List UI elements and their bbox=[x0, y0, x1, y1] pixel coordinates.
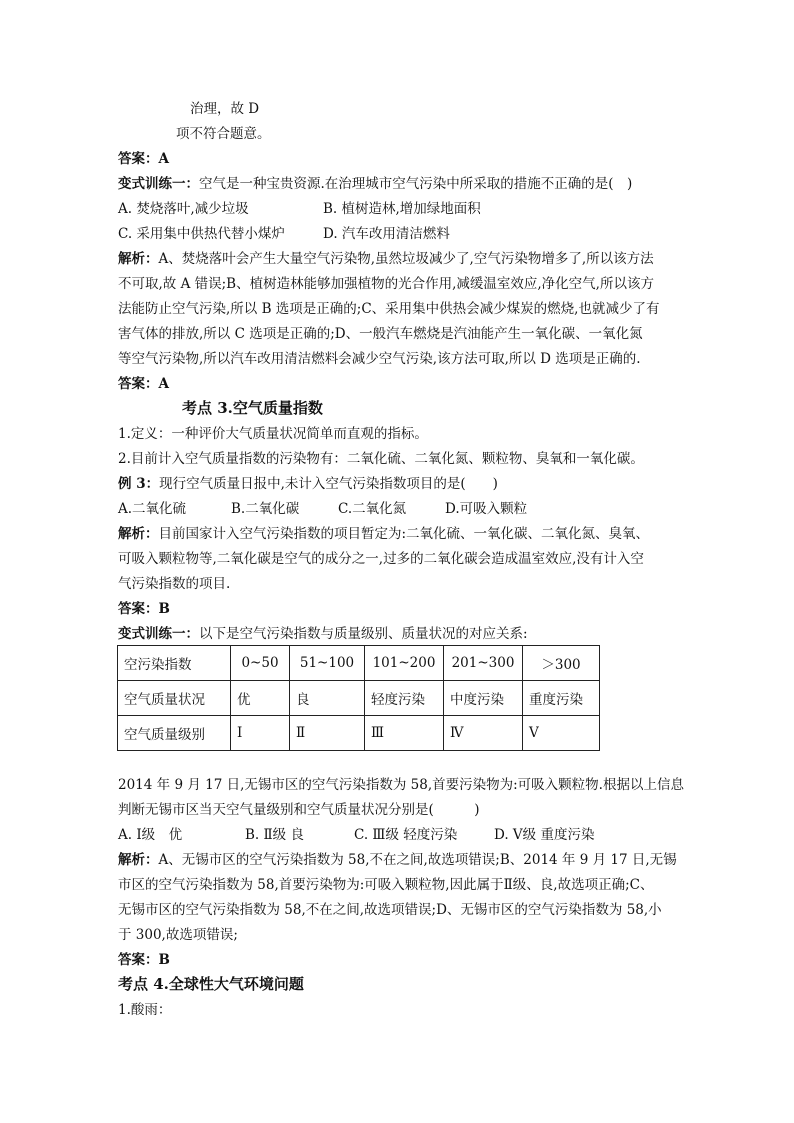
example-question bbox=[118, 475, 498, 493]
question-line: 判断无锡市区当天空气量级别和空气质量状况分别是( ) bbox=[118, 802, 480, 818]
exercise-label: 变式训练一： bbox=[118, 176, 199, 192]
table-cell: 201~300 bbox=[444, 646, 523, 681]
table-cell: 空气质量级别 bbox=[118, 716, 231, 751]
exercise-label: 变式训练一： bbox=[118, 626, 199, 642]
answer-label: 答案： bbox=[118, 601, 159, 617]
option-d: D.可吸入颗粒 bbox=[445, 501, 528, 517]
explanation-line bbox=[118, 525, 649, 543]
answer-label: 答案： bbox=[118, 952, 159, 968]
explanation-line: 害气体的排放,所以 C 选项是正确的;D、一般汽车燃烧是汽油能产生一氧化碳、一氧化氮 bbox=[118, 326, 643, 342]
exercise-text: 空气是一种宝贵资源.在治理城市空气污染中所采取的措施不正确的是( ) bbox=[199, 176, 633, 192]
answer-value: B bbox=[158, 601, 170, 617]
table-row bbox=[118, 716, 600, 751]
example-label: 例 3： bbox=[118, 476, 160, 492]
section-heading: 考点 3.空气质量指数 bbox=[182, 399, 323, 417]
answer-label: 答案： bbox=[118, 151, 159, 167]
text-line: 项不符合题意。 bbox=[176, 126, 271, 142]
table-row bbox=[118, 646, 600, 681]
table-cell: Ⅰ bbox=[231, 716, 290, 751]
table-cell: Ⅲ bbox=[365, 716, 444, 751]
table-cell: 优 bbox=[231, 681, 290, 716]
option-a: A. Ⅰ级 优 bbox=[118, 827, 183, 843]
table-cell: Ⅱ bbox=[290, 716, 365, 751]
text-line: 1.酸雨： bbox=[118, 1002, 172, 1018]
answer-line bbox=[118, 951, 170, 969]
explanation-line: 无锡市区的空气污染指数为 58,不在之间,故选项错误;D、无锡市区的空气污染指数为 58,小 bbox=[118, 902, 662, 918]
table-cell: 重度污染 bbox=[523, 681, 600, 716]
explanation-label: 解析： bbox=[118, 251, 159, 267]
table-cell: 空污染指数 bbox=[118, 646, 231, 681]
explanation-line: 市区的空气污染指数为 58,首要污染物为:可吸入颗粒物,因此属于Ⅱ级、良,故选项正确;C、 bbox=[118, 877, 654, 893]
option-a: A.二氧化硫 bbox=[118, 501, 187, 517]
explanation-line bbox=[118, 250, 654, 268]
definition-line: 2.目前计入空气质量指数的污染物有：二氧化硫、二氧化氮、颗粒物、臭氧和一氧化碳。 bbox=[118, 451, 644, 467]
explanation-line: 不可取,故 A 错误;B、植树造林能够加强植物的光合作用,减缓温室效应,净化空气,所以该方 bbox=[118, 276, 654, 292]
option-c: C. Ⅲ级 轻度污染 bbox=[354, 827, 458, 843]
table-cell: 良 bbox=[290, 681, 365, 716]
answer-value: A bbox=[158, 151, 169, 167]
option-b: B. Ⅱ级 良 bbox=[245, 827, 304, 843]
question-line: 2014 年 9 月 17 日,无锡市区的空气污染指数为 58,首要污染物为:可吸入颗粒物.根据以上信息 bbox=[118, 777, 684, 793]
answer-label: 答案： bbox=[118, 376, 159, 392]
table-cell: 轻度污染 bbox=[365, 681, 444, 716]
option-c: C.二氧化氮 bbox=[338, 501, 407, 517]
answer-line bbox=[118, 150, 169, 168]
exercise-question bbox=[118, 175, 632, 193]
option-b: B. 植树造林,增加绿地面积 bbox=[323, 201, 481, 217]
exercise-question bbox=[118, 625, 528, 643]
text-line: 治理，故 D bbox=[190, 101, 260, 117]
explanation-line bbox=[118, 851, 677, 869]
explanation-line: 等空气污染物,所以汽车改用清洁燃料会减少空气污染,该方法可取,所以 D 选项是正确的. bbox=[118, 351, 641, 367]
answer-line bbox=[118, 375, 169, 393]
option-a: A. 焚烧落叶,减少垃圾 bbox=[118, 201, 249, 217]
explanation-line: 法能防止空气污染,所以 B 选项是正确的;C、采用集中供热会减少煤炭的燃烧,也就减少了有 bbox=[118, 301, 660, 317]
answer-value: B bbox=[158, 952, 170, 968]
explanation-line: 可吸入颗粒物等,二氧化碳是空气的成分之一,过多的二氧化碳会造成温室效应,没有计入空 bbox=[118, 551, 644, 567]
table-cell: 51~100 bbox=[290, 646, 365, 681]
table-cell: Ⅴ bbox=[523, 716, 600, 751]
explanation-line: 于 300,故选项错误; bbox=[118, 927, 238, 943]
answer-line bbox=[118, 600, 170, 618]
explanation-label: 解析： bbox=[118, 852, 159, 868]
option-d: D. Ⅴ级 重度污染 bbox=[494, 827, 595, 843]
table-cell: 空气质量状况 bbox=[118, 681, 231, 716]
table-cell: 中度污染 bbox=[444, 681, 523, 716]
explanation-text: A、焚烧落叶会产生大量空气污染物,虽然垃圾减少了,空气污染物增多了,所以该方法 bbox=[158, 251, 654, 267]
option-d: D. 汽车改用清洁燃料 bbox=[323, 226, 450, 242]
definition-line: 1.定义：一种评价大气质量状况简单而直观的指标。 bbox=[118, 426, 428, 442]
table-cell: 101~200 bbox=[365, 646, 444, 681]
table-cell: 0~50 bbox=[231, 646, 290, 681]
explanation-label: 解析： bbox=[118, 526, 159, 542]
table-row bbox=[118, 681, 600, 716]
option-c: C. 采用集中供热代替小煤炉 bbox=[118, 226, 285, 242]
air-quality-table bbox=[117, 645, 600, 751]
option-b: B.二氧化碳 bbox=[231, 501, 300, 517]
exercise-text: 以下是空气污染指数与质量级别、质量状况的对应关系: bbox=[199, 626, 528, 642]
explanation-text: A、无锡市区的空气污染指数为 58,不在之间,故选项错误;B、2014 年 9 月 17 日,无锡 bbox=[158, 852, 677, 868]
table-cell: Ⅳ bbox=[444, 716, 523, 751]
answer-value: A bbox=[158, 376, 169, 392]
explanation-text: 目前国家计入空气污染指数的项目暂定为:二氧化硫、一氧化碳、二氧化氮、臭氧、 bbox=[158, 526, 650, 542]
explanation-line: 气污染指数的项目. bbox=[118, 576, 231, 592]
section-heading: 考点 4.全球性大气环境问题 bbox=[118, 975, 304, 993]
table-cell: ＞300 bbox=[523, 646, 600, 681]
example-text: 现行空气质量日报中,未计入空气污染指数项目的是( ) bbox=[159, 476, 498, 492]
